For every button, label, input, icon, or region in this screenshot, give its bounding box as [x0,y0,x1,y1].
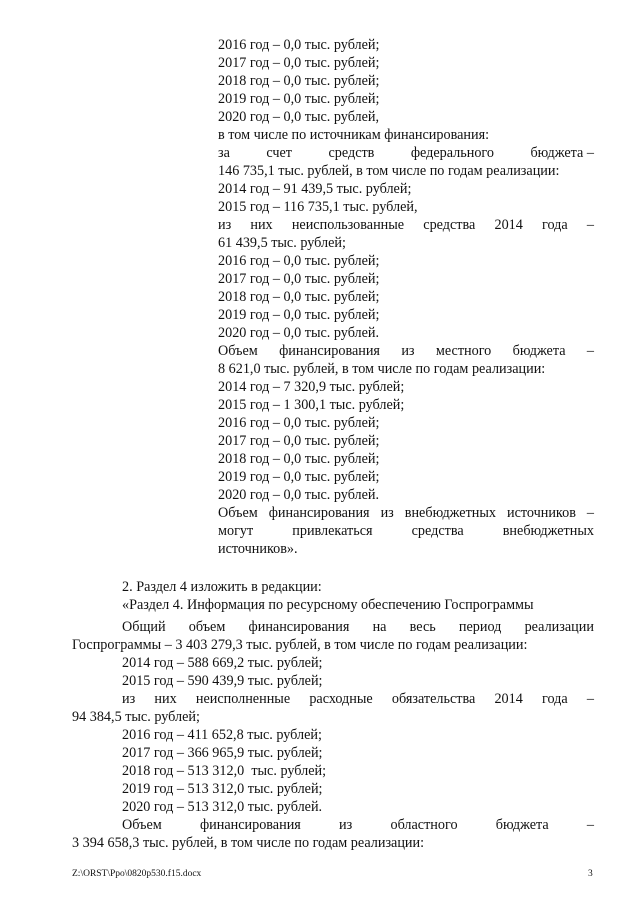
text-line-block-c-0: 61 439,5 тыс. рублей; [218,235,346,251]
word: реализации [524,619,594,635]
text-line-regional-2: 3 394 658,3 тыс. рублей, в том числе по годам реализации: [72,835,425,851]
word: неисполненные [195,691,291,707]
text-line-extra-3: источников». [218,541,298,557]
text-line-total-years-b-0: 2016 год – 411 652,8 тыс. рублей; [122,727,322,743]
word: из [401,343,415,359]
text-line-extra-1 [218,504,594,522]
text-line-total-years-b-4: 2020 год – 513 312,0 тыс. рублей. [122,799,323,815]
word: привлекаться [292,523,373,539]
word: из [339,817,353,833]
text-line-block-c-1: 2016 год – 0,0 тыс. рублей; [218,253,380,269]
text-line-block-a-3: 2019 год – 0,0 тыс. рублей; [218,91,380,107]
word: – [586,691,594,707]
word: местного [435,343,492,359]
text-line-local-1 [218,342,594,360]
word: года [542,691,568,707]
word: счет [266,145,293,161]
word: них [250,217,273,233]
word: финансирования [279,343,380,359]
text-line-block-d-7: 2020 год – 0,0 тыс. рублей. [218,487,380,503]
word: бюджета [495,817,549,833]
word: весь [409,619,436,635]
text-line-block-a-4: 2020 год – 0,0 тыс. рублей, [218,109,380,125]
text-line-block-d-3: 2016 год – 0,0 тыс. рублей; [218,415,380,431]
text-line-unused-2 [122,690,594,708]
word: средства [411,523,464,539]
word: – [586,217,594,233]
text-line-block-d-5: 2018 год – 0,0 тыс. рублей; [218,451,380,467]
word: за [218,145,230,161]
word: Объем [122,817,162,833]
word: финансирования [248,619,350,635]
text-line-block-b-2: 2015 год – 116 735,1 тыс. рублей, [218,199,418,215]
text-line-block-c-4: 2019 год – 0,0 тыс. рублей; [218,307,380,323]
text-line-block-d-0: 8 621,0 тыс. рублей, в том числе по годам реализации: [218,361,546,377]
text-line-block-d-2: 2015 год – 1 300,1 тыс. рублей; [218,397,405,413]
text-line-block-a-5: в том числе по источникам финансирования: [218,127,490,143]
word: средства [423,217,476,233]
text-line-total-years-a-0: 2014 год – 588 669,2 тыс. рублей; [122,655,323,671]
text-line-total-years-b-3: 2019 год – 513 312,0 тыс. рублей; [122,781,323,797]
word: – [586,505,594,521]
word: – [586,343,594,359]
text-line-extra-2 [218,522,594,540]
word: года [542,217,568,233]
word: обязательства [391,691,476,707]
text-line-total-years-a-1: 2015 год – 590 439,9 тыс. рублей; [122,673,323,689]
text-line-total-1 [122,618,594,636]
text-line-regional-1 [122,816,594,834]
word: неиспользованные [291,217,405,233]
text-line-total-years-b-2: 2018 год – 513 312,0 тыс. рублей; [122,763,327,779]
word: них [154,691,177,707]
word: федерального [410,145,494,161]
text-line-unused-2-cont: 94 384,5 тыс. рублей; [72,709,200,725]
word: объем [188,619,226,635]
word: финансирования [199,817,301,833]
word: на [372,619,387,635]
word: внебюджетных [404,505,496,521]
word: бюджета – [530,145,594,161]
text-line-block-c-2: 2017 год – 0,0 тыс. рублей; [218,271,380,287]
text-line-section-title: «Раздел 4. Информация по ресурсному обеспечению Госпрограммы [122,597,534,613]
text-line-block-a-1: 2017 год – 0,0 тыс. рублей; [218,55,380,71]
text-line-block-c-5: 2020 год – 0,0 тыс. рублей. [218,325,380,341]
word: бюджета [512,343,566,359]
text-line-block-d-4: 2017 год – 0,0 тыс. рублей; [218,433,380,449]
footer-page-number: 3 [588,869,593,879]
text-line-block-b-1: 2014 год – 91 439,5 тыс. рублей; [218,181,412,197]
word: могут [218,523,254,539]
text-line-total-years-b-1: 2017 год – 366 965,9 тыс. рублей; [122,745,323,761]
text-line-block-b-0: 146 735,1 тыс. рублей, в том числе по годам реализации: [218,163,560,179]
word: областного [390,817,458,833]
footer-file-path: Z:\ORST\Ppo\0820p530.f15.docx [72,869,202,879]
word: из [218,217,232,233]
text-line-block-a-0: 2016 год – 0,0 тыс. рублей; [218,37,380,53]
text-line-block-d-6: 2019 год – 0,0 тыс. рублей; [218,469,380,485]
word: из [122,691,136,707]
word: источников [506,505,576,521]
text-line-unused-1 [218,216,594,234]
text-line-block-c-3: 2018 год – 0,0 тыс. рублей; [218,289,380,305]
word: 2014 [494,217,523,233]
word: из [380,505,394,521]
text-line-block-d-1: 2014 год – 7 320,9 тыс. рублей; [218,379,405,395]
word: Объем [218,505,258,521]
word: средств [328,145,375,161]
text-line-total-2: Госпрограммы – 3 403 279,3 тыс. рублей, в том числе по годам реализации: [72,637,528,653]
word: 2014 [494,691,523,707]
word: финансирования [268,505,370,521]
word: Объем [218,343,258,359]
word: – [586,817,594,833]
text-line-section-intro: 2. Раздел 4 изложить в редакции: [122,579,322,595]
word: Общий [122,619,166,635]
word: внебюджетных [502,523,594,539]
text-line-block-a-2: 2018 год – 0,0 тыс. рублей; [218,73,380,89]
text-line-fed-1 [218,144,594,162]
word: период [458,619,502,635]
word: расходные [309,691,373,707]
